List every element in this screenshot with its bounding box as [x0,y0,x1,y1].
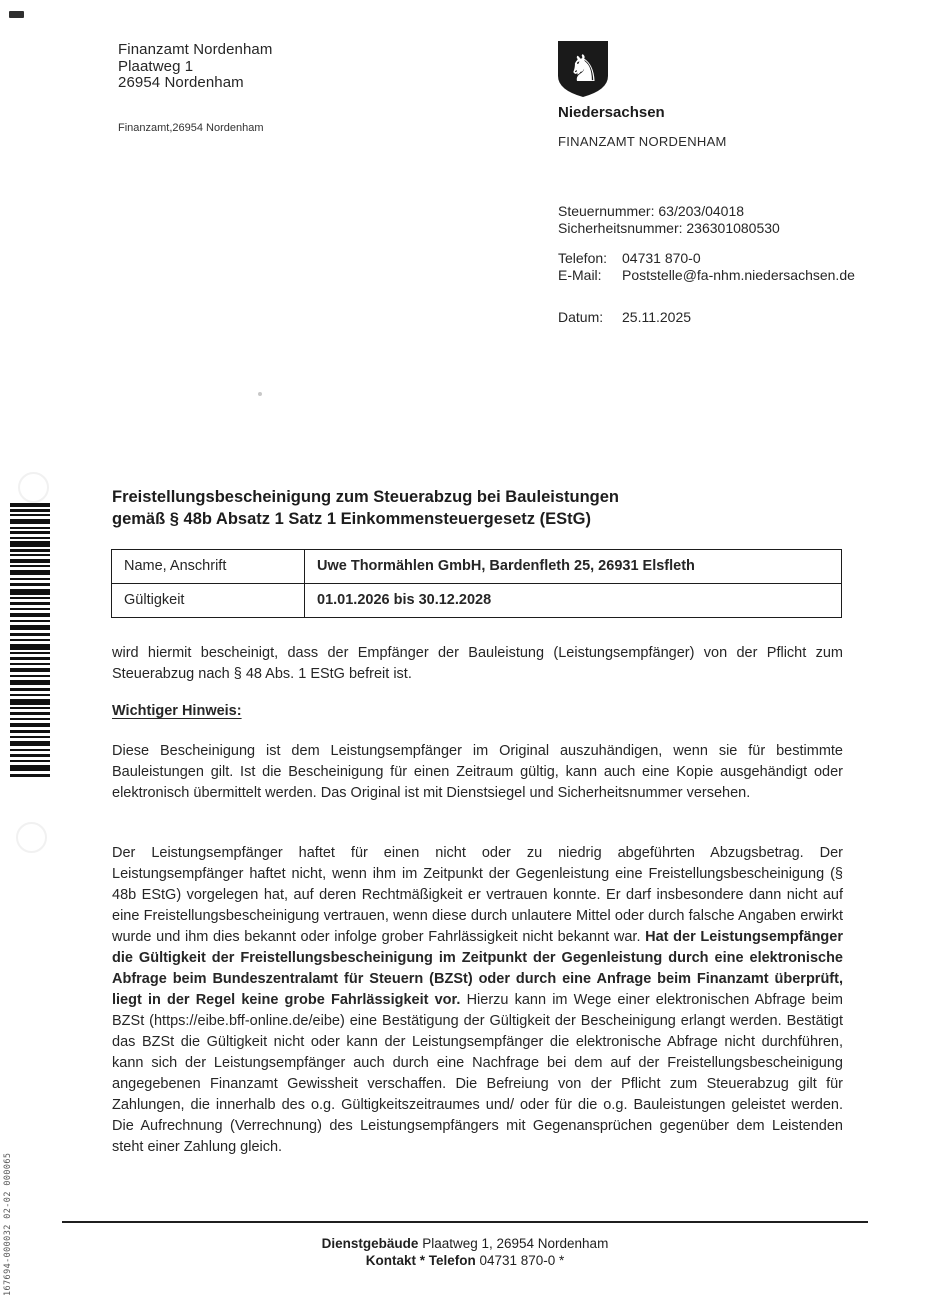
niedersachsen-coat-of-arms-icon [557,40,609,103]
notice-paragraph-2-bold: Hat der Leistungsempfänger die Gültigkeit der Freistellungsbescheinigung im Zeitpunkt der Gegenleistung durch eine elektronische Abfrage beim Bundeszentralamt für Steuern (BZSt) oder durch eine Anfrage beim Finanzamt überprüft, liegt in der Regel keine grobe Fahrlässigkeit vor. [112,929,844,1008]
notice-paragraph-2-part2: Hierzu kann im Wege einer elektronischen Abfrage beim BZSt (https://eibe.bff-online.de/eibe) eine Bestätigung der Gültigkeit der Bescheinigung erlangt werden. Bestätigt das BZSt die Gültigkeit nicht oder kann der Leistungsempfänger die elektronische Abfrage nicht durchführen, kann sich der Leistungsempfänger auch durch eine Nachfrage bei dem auf der Freistellungsbescheinigung angegebenen Finanzamt Gewissheit verschaffen. Die Befreiung von der Pflicht zum Steuerabzug gilt für Zahlungen, die innerhalb des o.g. Gültigkeitszeitraumes und/ oder für die o.g. Bauleistungen geleistet werden. Die Aufrechnung (Verrechnung) des Leistungsempfängers mit Gegenansprüchen gegenüber dem Leistenden steht einer Zahlung gleich. [112,992,843,1155]
document-title-line1: Freistellungsbescheinigung zum Steuerabzug bei Bauleistungen [112,488,619,506]
scan-artifact-dot [258,392,262,396]
notice-paragraph-2 [112,843,843,1158]
row-value-gueltigkeit: 01.01.2026 bis 30.12.2028 [305,584,842,618]
datum-label: Datum: [558,309,604,325]
steuernummer-label: Steuernummer: [558,203,655,219]
barcode [10,503,50,782]
row-label-name-anschrift: Name, Anschrift [112,550,305,584]
telefon-label: Telefon: [558,250,608,266]
svg-text:♞: ♞ [567,47,601,90]
office-name: FINANZAMT NORDENHAM [558,134,727,149]
sender-city: 26954 Nordenham [118,74,244,91]
sender-street: Plaatweg 1 [118,57,194,75]
footer-contact-line [62,1253,868,1270]
footer-building-line [62,1236,868,1253]
footer-building-value: Plaatweg 1, 26954 Nordenham [418,1236,609,1251]
document-meta-block [558,203,855,326]
sicherheitsnummer-label: Sicherheitsnummer: [558,220,683,236]
datum-row [558,309,855,326]
email-label: E-Mail: [558,267,602,283]
notice-heading: Wichtiger Hinweis: [112,703,242,719]
state-name: Niedersachsen [558,104,665,121]
email-row [558,267,855,284]
table-row-gueltigkeit [112,584,842,618]
email-value: Poststelle@fa-nhm.niedersachsen.de [622,267,855,283]
row-value-name-anschrift: Uwe Thormählen GmbH, Bardenfleth 25, 26931 Elsfleth [305,550,842,584]
sicherheitsnummer-value: 236301080530 [686,220,780,236]
certification-paragraph: wird hiermit bescheinigt, dass der Empfänger der Bauleistung (Leistungsempfänger) von der Pflicht zum Steuerabzug nach § 48 Abs. 1 EStG befreit ist. [112,645,843,682]
edge-reference-code: 167694-000032 02-02 000065 [3,1152,13,1296]
document-title-line2: gemäß § 48b Absatz 1 Satz 1 Einkommensteuergesetz (EStG) [112,510,591,528]
steuernummer-row [558,203,855,220]
footer-divider [62,1221,868,1223]
sender-name: Finanzamt Nordenham [118,41,273,58]
row-label-gueltigkeit: Gültigkeit [112,584,305,618]
sender-address-block [118,42,272,92]
certificate-table [111,549,842,618]
page-corner-mark [9,11,24,18]
return-address-line: Finanzamt,26954 Nordenham [118,122,264,134]
punch-hole-bottom [16,822,47,853]
notice-paragraph-2-part1: Der Leistungsempfänger haftet für einen nicht oder zu niedrig abgeführten Abzugsbetrag. Der Leistungsempfänger haftet nicht, wenn ihm im Zeitpunkt der Gegenleistung eine Freistellungsbescheinigung (§ 48b EStG) vorgelegen hat, auf deren Rechtmäßigkeit er vertrauen konnte. Er darf insbesondere dann nicht auf eine Freistellungsbescheinigung vertrauen, wenn diese durch unlautere Mittel oder durch falsche Angaben erwirkt wurde und ihm dies bekannt oder infolge grober Fahrlässigkeit nicht bekannt war. [112,845,843,945]
footer-contact-label: Kontakt * Telefon [365,1252,476,1268]
datum-value: 25.11.2025 [622,309,692,325]
telefon-row [558,250,855,267]
telefon-value: 04731 870-0 [622,250,701,266]
table-row-name-anschrift [112,550,842,584]
document-title [112,486,852,530]
footer-building-label: Dienstgebäude [321,1236,419,1251]
footer-block [62,1236,868,1269]
punch-hole-top [18,472,49,503]
notice-paragraph-1: Diese Bescheinigung ist dem Leistungsempfänger im Original auszuhändigen, wenn sie für bestimmte Bauleistungen gilt. Ist die Bescheinigung für einen Zeitraum gültig, kann auch eine Kopie ausgehändigt oder elektronisch übermittelt werden. Das Original ist mit Dienstsiegel und Sicherheitsnummer versehen. [112,743,843,801]
footer-contact-value: 04731 870-0 * [475,1252,565,1268]
sicherheitsnummer-row [558,220,855,237]
steuernummer-value: 63/203/04018 [658,203,745,219]
